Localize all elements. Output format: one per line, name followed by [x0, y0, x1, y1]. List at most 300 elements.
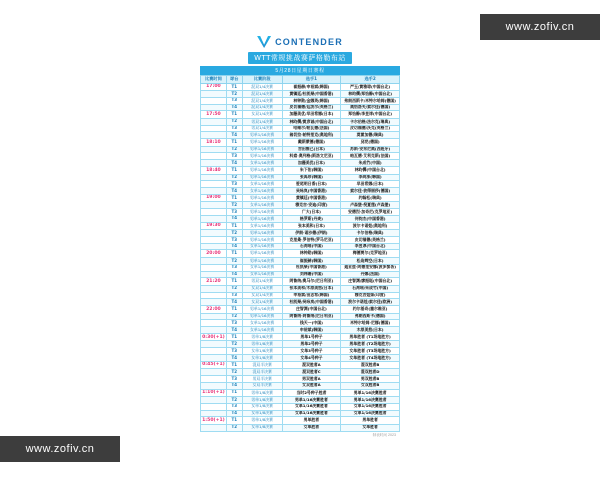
match-stage: 男单1/16决赛	[242, 174, 282, 181]
match-stage: 女单1/16决赛	[242, 320, 282, 327]
match-time: 17:50	[201, 111, 227, 118]
wtt-chevron-logo-icon	[257, 36, 271, 48]
table-number: T3	[226, 181, 242, 188]
player-1: 男单2号种子	[282, 341, 341, 348]
player-2: 迪亚兹·阿德里安娜(波多黎各)	[341, 264, 400, 271]
player-2: 混双胜者D	[341, 369, 400, 376]
watermark-text: www.zofiv.cn	[505, 21, 575, 33]
table-number: T2	[226, 230, 242, 237]
match-time	[201, 91, 227, 98]
match-stage: 女单1/16决赛	[242, 188, 282, 195]
match-time: 1:50(+1)	[202, 417, 225, 423]
table-row	[201, 230, 400, 237]
schedule-poster	[200, 32, 400, 468]
player-2: 男单1/16决赛胜者	[341, 389, 400, 396]
table-number: T1	[226, 306, 242, 313]
table-number: T2	[226, 91, 242, 98]
table-number: T2	[226, 174, 242, 181]
table-number: T1	[226, 389, 242, 396]
table-row	[201, 313, 400, 320]
col-header-time: 比赛时间	[201, 76, 227, 84]
player-1: 女单1/16决赛胜者	[282, 410, 341, 417]
table-number: T3	[226, 264, 242, 271]
player-2: 莫雷加德(瑞典)	[341, 132, 400, 139]
table-number: T3	[226, 209, 242, 216]
player-2: 米特尔哈姆·尼娜(德国)	[341, 320, 400, 327]
match-time	[201, 118, 227, 125]
match-time	[201, 369, 227, 376]
col-header-player2: 选手2	[341, 76, 400, 84]
table-number: T1	[226, 361, 242, 368]
player-1: 女单胜者	[282, 424, 341, 431]
match-stage: 混双1/4决赛	[242, 83, 282, 90]
match-time: 1:10(+1)	[202, 390, 225, 396]
match-time	[201, 257, 227, 264]
match-stage: 女单1/16决赛	[242, 181, 282, 188]
player-2: 奥恰洛夫/索尔佳(德国)	[341, 104, 400, 111]
match-stage: 男单1/16决赛	[242, 257, 282, 264]
match-time	[201, 188, 227, 195]
player-2: 林昀儒(中国台北)	[341, 167, 400, 174]
table-number: T1	[226, 167, 242, 174]
table-number: T4	[226, 354, 242, 361]
table-row	[201, 320, 400, 327]
match-stage: 男单1/16决赛	[242, 139, 282, 146]
player-2: 女单胜者 (T3场地胜方)	[341, 348, 400, 355]
match-stage: 女双1/4决赛	[242, 299, 282, 306]
player-1: 戴斯蒙德(德国)	[282, 139, 341, 146]
player-2: 索尔佳·彼得丽莎(德国)	[341, 188, 400, 195]
player-1: 男单1号种子	[282, 333, 341, 340]
table-row	[201, 285, 400, 292]
player-2: 朱成竹(中国)	[341, 160, 400, 167]
table-row	[201, 83, 400, 90]
player-2: 卢森堡·倪夏莲(卢森堡)	[341, 202, 400, 209]
player-2: 男单胜者	[341, 417, 400, 424]
table-row	[201, 369, 400, 376]
player-2: 混双胜者B	[341, 361, 400, 368]
match-time	[201, 230, 227, 237]
player-1: 翁切拉·帕特里克(奥地利)	[282, 132, 341, 139]
player-2: 丹娜(法国)	[341, 271, 400, 278]
player-2: 皮切福德(英格兰)	[341, 236, 400, 243]
watermark-bottom-left	[0, 436, 120, 462]
match-stage: 男单1/16决赛	[242, 132, 282, 139]
player-2: 弗朗西斯卡/米特尔哈姆(德国)	[341, 97, 400, 104]
player-1: 女单1/16决赛胜者	[282, 403, 341, 410]
table-row	[201, 181, 400, 188]
table-number: T4	[226, 382, 242, 389]
match-time	[201, 341, 227, 348]
match-time	[201, 209, 227, 216]
table-row	[201, 250, 400, 257]
player-2: 梅德贾尔(克罗地亚)	[341, 250, 400, 257]
match-stage: 男单1/16决赛	[242, 153, 282, 160]
player-1: 混双胜者C	[282, 369, 341, 376]
player-1: 钱天一(中国)	[282, 320, 341, 327]
table-number: T1	[226, 194, 242, 201]
match-time	[201, 375, 227, 382]
match-time	[201, 285, 227, 292]
match-time: 20:00	[201, 250, 227, 257]
col-header-player1: 选手1	[282, 76, 341, 84]
match-stage: 男单1/16决赛	[242, 215, 282, 222]
table-row	[201, 327, 400, 334]
match-stage: 男单1/16决赛	[242, 236, 282, 243]
table-number: T2	[226, 313, 242, 320]
match-stage: 女双1/4决赛	[242, 111, 282, 118]
player-2: 李昱谆(中国台北)	[341, 243, 400, 250]
match-time	[201, 320, 227, 327]
player-1: 广大(日本)	[282, 209, 341, 216]
table-number: T2	[226, 285, 242, 292]
match-stage: 女双半决赛	[242, 382, 282, 389]
match-time	[201, 271, 227, 278]
poster-footer	[200, 432, 400, 439]
match-time	[201, 174, 227, 181]
table-number: T4	[226, 188, 242, 195]
footer-note: 制表时间 2023	[372, 432, 396, 437]
table-row	[201, 188, 400, 195]
table-number: T3	[226, 348, 242, 355]
table-number: T1	[226, 83, 242, 90]
player-2: 李尚洙(韩国)	[341, 174, 400, 181]
match-stage: 女单1/8决赛	[242, 424, 282, 431]
table-row	[201, 97, 400, 104]
player-2: 女单1/16决赛胜者	[341, 403, 400, 410]
match-stage: 女单1/8决赛	[242, 403, 282, 410]
table-row	[201, 257, 400, 264]
player-1: 阿鲁纳·阿鲁纳(尼日利亚)	[282, 313, 341, 320]
watermark-text: www.zofiv.cn	[25, 443, 95, 455]
match-stage: 混双1/4决赛	[242, 104, 282, 111]
match-stage: 女单1/16决赛	[242, 160, 282, 167]
match-time	[201, 264, 227, 271]
match-time: 22:00	[201, 306, 227, 313]
player-2: 穆克吉姐妹(印度)	[341, 292, 400, 299]
match-stage: 男单1/8决赛	[242, 389, 282, 396]
table-row	[201, 348, 400, 355]
match-stage: 男单1/8决赛	[242, 341, 282, 348]
match-time	[201, 424, 227, 431]
player-1: 格罗斯(丹麦)	[282, 215, 341, 222]
schedule-table-body	[201, 83, 400, 431]
player-2: 男双胜者B	[341, 375, 400, 382]
match-stage: 男双半决赛	[242, 375, 282, 382]
player-1: 女单3号种子	[282, 348, 341, 355]
player-1: 刘炜珊(中国)	[282, 271, 341, 278]
table-number: T4	[226, 160, 242, 167]
player-2: 安德烈·加奇尼(克罗地亚)	[341, 209, 400, 216]
player-1: 男双胜者A	[282, 375, 341, 382]
table-row	[201, 403, 400, 410]
match-stage: 男单1/8决赛	[242, 417, 282, 424]
schedule-table	[200, 75, 400, 432]
table-number: T2	[226, 341, 242, 348]
player-2: 松岛辉空(日本)	[341, 257, 400, 264]
match-time: 21:20	[201, 278, 227, 285]
table-number: T1	[226, 278, 242, 285]
col-header-table: 球台	[226, 76, 242, 84]
match-time	[201, 299, 227, 306]
player-2: 皮切福德/沃克(英格兰)	[341, 125, 400, 132]
player-2: 约翰松(瑞典)	[341, 194, 400, 201]
table-row	[201, 118, 400, 125]
player-2: 何钧杰(中国香港)	[341, 215, 400, 222]
match-stage: 女单1/16决赛	[242, 264, 282, 271]
poster-subtitle: WTT常规挑战赛萨格勒布站	[248, 52, 352, 64]
match-stage: 男双1/4决赛	[242, 278, 282, 285]
match-stage: 男单1/16决赛	[242, 194, 282, 201]
player-1: 男单1/16决赛胜者	[282, 397, 341, 404]
table-row	[201, 222, 400, 229]
table-row	[201, 111, 400, 118]
player-2: 女单胜者	[341, 424, 400, 431]
match-time	[201, 403, 227, 410]
player-2: 约尔基奇(塞尔维亚)	[341, 306, 400, 313]
table-number: T4	[226, 410, 242, 417]
table-row	[201, 382, 400, 389]
player-1: 女双胜者A	[282, 382, 341, 389]
table-row	[201, 410, 400, 417]
player-1: 哈维尔/帕瓦德(法国)	[282, 125, 341, 132]
match-time	[201, 160, 227, 167]
match-time: 17:00	[201, 83, 227, 90]
table-row	[201, 271, 400, 278]
player-1: 男单胜者	[282, 417, 341, 424]
match-time: 0:45(+1)	[202, 362, 225, 368]
player-1: 石洵瑶(中国)	[282, 243, 341, 250]
table-row	[201, 354, 400, 361]
table-number: T1	[226, 222, 242, 229]
player-2: 女双胜者B	[341, 382, 400, 389]
table-row	[201, 146, 400, 153]
match-time	[201, 97, 227, 104]
table-row	[201, 361, 400, 368]
match-stage: 女单1/16决赛	[242, 222, 282, 229]
player-1: 黄镇廷(中国香港)	[282, 194, 341, 201]
player-1: 崔振赫(韩国)	[282, 257, 341, 264]
table-row	[201, 174, 400, 181]
table-number: T2	[226, 146, 242, 153]
table-number: T3	[226, 292, 242, 299]
match-stage: 女单1/8决赛	[242, 410, 282, 417]
player-2: 男单胜者 (T2场地胜方)	[341, 341, 400, 348]
match-stage: 女单1/8决赛	[242, 348, 282, 355]
player-1: 皮切福德/廷泼尔(英格兰)	[282, 104, 341, 111]
match-stage: 男单1/16决赛	[242, 250, 282, 257]
table-row	[201, 389, 400, 396]
player-1: 申裕斌(韩国)	[282, 327, 341, 334]
table-number: T3	[226, 375, 242, 382]
table-row	[201, 417, 400, 424]
table-row	[201, 160, 400, 167]
table-row	[201, 194, 400, 201]
player-1: 吉田雅己(日本)	[282, 146, 341, 153]
player-2: 林昀儒/郑怡静(中国台北)	[341, 91, 400, 98]
table-row	[201, 209, 400, 216]
table-number: T4	[226, 327, 242, 334]
player-2: 女单1/16决赛胜者	[341, 410, 400, 417]
table-number: T1	[226, 333, 242, 340]
match-stage: 男单1/16决赛	[242, 230, 282, 237]
match-time	[201, 236, 227, 243]
match-stage: 女单1/16决赛	[242, 271, 282, 278]
match-stage: 混双半决赛	[242, 369, 282, 376]
table-number: T2	[226, 118, 242, 125]
player-2: 严玉/黄雅琼(中国台北)	[341, 83, 400, 90]
watermark-top-right	[480, 14, 600, 40]
table-number: T1	[226, 417, 242, 424]
match-time	[201, 181, 227, 188]
player-1: 吴咏岚(中国香港)	[282, 188, 341, 195]
player-1: 庄智渊(中国台北)	[282, 306, 341, 313]
table-row	[201, 278, 400, 285]
match-stage: 男单1/16决赛	[242, 146, 282, 153]
table-number: T2	[226, 397, 242, 404]
table-number: T1	[226, 250, 242, 257]
table-row	[201, 341, 400, 348]
table-row	[201, 132, 400, 139]
player-1: 杜凯琹(中国香港)	[282, 264, 341, 271]
match-time	[201, 125, 227, 132]
match-time	[201, 382, 227, 389]
table-number: T4	[226, 271, 242, 278]
table-number: T3	[226, 125, 242, 132]
logo-text: CONTENDER	[275, 37, 343, 47]
player-1: 当时2号种子胜者	[282, 389, 341, 396]
match-time	[201, 410, 227, 417]
schedule-banner: 5月28日星期日赛程	[200, 66, 400, 75]
match-stage: 男单1/16决赛	[242, 209, 282, 216]
table-row	[201, 236, 400, 243]
table-number: T3	[226, 153, 242, 160]
player-2: 波尔卡诺娃(奥地利)	[341, 222, 400, 229]
player-1: 申裕斌/田志希(韩国)	[282, 292, 341, 299]
match-time: 18:10	[201, 139, 227, 146]
table-number: T3	[226, 97, 242, 104]
table-row	[201, 139, 400, 146]
table-row	[201, 299, 400, 306]
table-row	[201, 104, 400, 111]
player-1: 穆克吉·安迪(印度)	[282, 202, 341, 209]
match-time	[201, 202, 227, 209]
player-2: 男单1/16决赛胜者	[341, 397, 400, 404]
match-stage: 女双1/4决赛	[242, 292, 282, 299]
player-2: 男单胜者 (T1场地胜方)	[341, 333, 400, 340]
player-2: 波尔卡诺娃/索尔佳(欧洲)	[341, 299, 400, 306]
player-1: 加藤美优/早田希娜(日本)	[282, 111, 341, 118]
player-1: 混双胜者A	[282, 361, 341, 368]
table-row	[201, 397, 400, 404]
table-number: T4	[226, 299, 242, 306]
player-2: 苏斯·安东尼奥(西班牙)	[341, 146, 400, 153]
table-number: T2	[226, 257, 242, 264]
player-1: 张本美和(日本)	[282, 222, 341, 229]
match-time: 19:00	[201, 194, 227, 201]
table-row	[201, 167, 400, 174]
match-time: 18:40	[201, 167, 227, 174]
match-stage: 男双1/4决赛	[242, 118, 282, 125]
match-time	[201, 146, 227, 153]
match-stage: 男单1/16决赛	[242, 306, 282, 313]
match-time	[201, 327, 227, 334]
table-number: T2	[226, 424, 242, 431]
match-time	[201, 292, 227, 299]
match-stage: 混双半决赛	[242, 361, 282, 368]
match-time	[201, 313, 227, 320]
poster-header	[200, 32, 400, 66]
table-number: T3	[226, 403, 242, 410]
player-2: 女单胜者 (T4场地胜方)	[341, 354, 400, 361]
table-row	[201, 125, 400, 132]
table-row	[201, 202, 400, 209]
table-row	[201, 424, 400, 431]
table-row	[201, 215, 400, 222]
match-stage: 女单1/8决赛	[242, 354, 282, 361]
player-2: 弗朗西斯卡(德国)	[341, 313, 400, 320]
match-stage: 男单1/16决赛	[242, 313, 282, 320]
table-row	[201, 375, 400, 382]
player-1: 笹尾明日香(日本)	[282, 181, 341, 188]
player-2: 木原美悠(日本)	[341, 327, 400, 334]
table-number: T4	[226, 104, 242, 111]
player-1: 张禹珍(韩国)	[282, 174, 341, 181]
player-1: 朱下佑(韩国)	[282, 167, 341, 174]
match-stage: 女单1/16决赛	[242, 202, 282, 209]
match-time	[201, 132, 227, 139]
table-row	[201, 306, 400, 313]
player-1: 女单4号种子	[282, 354, 341, 361]
match-time	[201, 348, 227, 355]
table-number: T2	[226, 202, 242, 209]
match-time	[201, 153, 227, 160]
table-number: T1	[226, 139, 242, 146]
match-time	[201, 354, 227, 361]
table-number: T1	[226, 111, 242, 118]
table-row	[201, 333, 400, 340]
table-row	[201, 243, 400, 250]
match-stage: 男单1/8决赛	[242, 333, 282, 340]
table-number: T4	[226, 132, 242, 139]
table-row	[201, 264, 400, 271]
table-number: T4	[226, 243, 242, 250]
player-1: 伊朗·诺沙德(伊朗)	[282, 230, 341, 237]
brand-logo	[257, 34, 343, 50]
player-1: 克里桑·罗伯特(罗马尼亚)	[282, 236, 341, 243]
match-time: 0:30(+1)	[202, 334, 225, 340]
player-1: 林昀儒/黄彦诚(中国台北)	[282, 118, 341, 125]
match-stage: 女单1/16决赛	[242, 243, 282, 250]
player-2: 卡尔伯格/法尔克(瑞典)	[341, 118, 400, 125]
table-row	[201, 91, 400, 98]
player-1: 崔振赫/申裕斌(韩国)	[282, 83, 341, 90]
match-time: 19:30	[201, 222, 227, 229]
player-1: 阿鲁纳/奥马尔(尼日利亚)	[282, 278, 341, 285]
player-2: 邱党(德国)	[341, 139, 400, 146]
player-1: 科索·奥列格(斯洛文尼亚)	[282, 153, 341, 160]
match-stage: 男单1/16决赛	[242, 167, 282, 174]
table-row	[201, 153, 400, 160]
match-time	[201, 397, 227, 404]
match-stage: 混双1/4决赛	[242, 97, 282, 104]
match-time	[201, 215, 227, 222]
match-time	[201, 243, 227, 250]
table-header-row	[201, 76, 400, 84]
table-number: T4	[226, 215, 242, 222]
player-2: 郑怡静/李昱谆(中国台北)	[341, 111, 400, 118]
player-2: 早田希娜(日本)	[341, 181, 400, 188]
